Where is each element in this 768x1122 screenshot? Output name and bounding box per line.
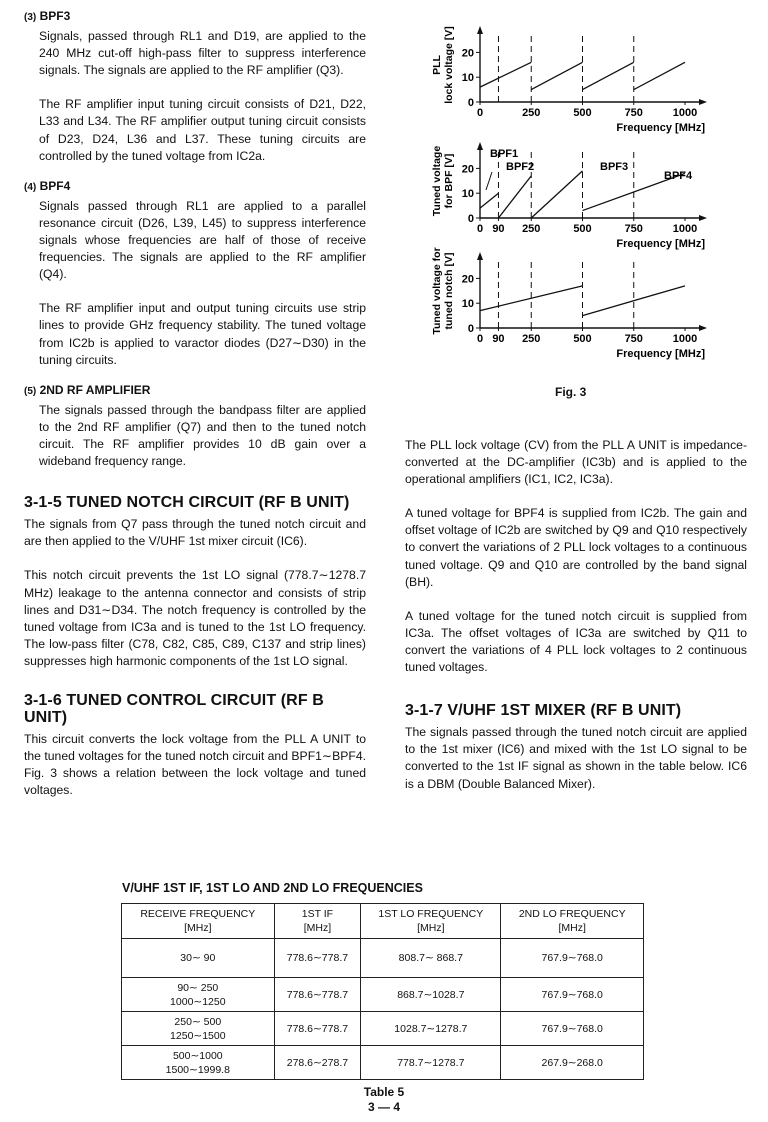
left-column xyxy=(24,8,366,800)
chart-panel-2 xyxy=(431,142,707,250)
chart-panel-3 xyxy=(431,247,707,360)
bpf4-paragraph-2: The RF amplifier input and output tuning circuits use strip lines to provide GHz frequency stability. The tuned voltage from IC2b is applied to varactor diodes (D27∼D30) in the tuning circuits. xyxy=(39,301,366,367)
x-tick-label: 250 xyxy=(522,223,541,235)
cell-receive: 30∼ 90 xyxy=(122,939,275,978)
table-caption: Table 5 xyxy=(363,1085,405,1099)
right-paragraph-3: A tuned voltage for the tuned notch circuit is supplied from IC3a. The offset voltages of IC3a are switched by Q11 to convert the variations of 4 PLL lock voltages to 2 continuous tuned voltages. xyxy=(405,608,747,675)
right-paragraph-2: A tuned voltage for BPF4 is supplied from IC2b. The gain and offset voltage of IC2b are switched by Q9 and Q10 respectively to convert the variations of 2 PLL lock voltages to a continuous tuned voltage. Q9 and Q10 are controlled by the band signal (BH). xyxy=(405,506,747,589)
x-tick-label: 750 xyxy=(624,223,643,235)
x-axis-arrow xyxy=(699,99,707,105)
s315-paragraph-1: The signals from Q7 pass through the tuned notch circuit and are then applied to the V/UHF 1st mixer circuit (IC6). xyxy=(24,517,366,549)
series-line-30-250 xyxy=(480,62,531,87)
right-paragraph-1: The PLL lock voltage (CV) from the PLL A UNIT is impedance-converted at the DC-amplifier (IC3b) and is applied to the operational amplifiers (IC1, IC2, IC3a). xyxy=(405,438,747,487)
y-axis-label xyxy=(431,247,455,334)
cell-1st-if: 778.6∼778.7 xyxy=(274,978,361,1012)
rf2-paragraph-1: The signals passed through the bandpass filter are applied to the 2nd RF amplifier (Q7) and then to the tuned notch circuit. The RF amplifier provides 10 dB gain over a wideband frequency range. xyxy=(39,402,366,469)
bpf4-paragraph-1: Signals passed through RL1 are applied to a parallel resonance circuit (D26, L39, L45) to suppress interference signals whose frequencies are half of those of receive frequencies. The signals are applied to the RF amplifier (Q4). xyxy=(39,198,366,282)
header-receive: RECEIVE FREQUENCY [MHz] xyxy=(122,904,275,939)
y-tick-label: 10 xyxy=(461,72,474,85)
bpf-arrow xyxy=(486,172,492,190)
cell-1st-if: 778.6∼778.7 xyxy=(274,1012,361,1046)
series-line-BPF1 xyxy=(480,193,498,208)
series-line-750-1000 xyxy=(634,62,685,89)
figure-caption: Fig. 3 xyxy=(555,385,587,399)
cell-1st-if: 778.6∼778.7 xyxy=(274,939,361,978)
series-label-BPF3: BPF3 xyxy=(600,161,629,173)
y-tick-label: 20 xyxy=(461,163,474,176)
header-1st-if: 1ST IF [MHz] xyxy=(274,904,361,939)
table-header-row xyxy=(122,904,644,939)
table-row xyxy=(122,978,644,1012)
cell-2nd-lo: 767.9∼768.0 xyxy=(501,978,644,1012)
y-tick-label: 0 xyxy=(467,213,474,225)
table-title: V/UHF 1ST IF, 1ST LO AND 2ND LO FREQUENCIES xyxy=(122,881,423,895)
y-axis-arrow xyxy=(477,26,483,34)
y-tick-label: 10 xyxy=(461,188,474,201)
x-tick-label: 500 xyxy=(573,107,592,119)
right-column xyxy=(405,437,747,793)
cell-2nd-lo: 267.9∼268.0 xyxy=(501,1046,644,1080)
x-tick-label: 500 xyxy=(573,333,592,345)
bpf3-paragraph-1: Signals, passed through RL1 and D19, are applied to the 240 MHz cut-off high-pass filter to suppress interference signals. The signals are applied to the RF amplifier (Q3). xyxy=(39,29,366,78)
y-tick-label: 20 xyxy=(461,273,474,286)
x-tick-label: 0 xyxy=(476,107,484,119)
series-line-250-500 xyxy=(531,62,582,89)
x-tick-label: 500 xyxy=(573,223,592,235)
cell-1st-if: 278.6∼278.7 xyxy=(274,1046,361,1080)
y-axis-label xyxy=(431,26,455,104)
cell-1st-lo: 778.7∼1278.7 xyxy=(361,1046,501,1080)
y-label-line: tuned notch [V] xyxy=(443,252,455,330)
cell-receive: 90∼ 250 1000∼1250 xyxy=(122,978,275,1012)
x-axis-arrow xyxy=(699,215,707,221)
s315-paragraph-2: This notch circuit prevents the 1st LO signal (778.7∼1278.7 MHz) leakage to the antenna connector and consists of strip lines and D31∼D34. The notch frequency is controlled by the tuned voltage from IC3a and is tuned to the 1st LO frequency. The low-pass filter (C78, C82, C85, C89, C137 and strip lines) suppresses high harmonic components of the 1st LO signal. xyxy=(24,568,366,668)
x-axis-label: Frequency [MHz] xyxy=(616,348,705,360)
header-1st-lo: 1ST LO FREQUENCY [MHz] xyxy=(361,904,501,939)
section-316-heading: 3-1-6 TUNED CONTROL CIRCUIT (RF B UNIT) xyxy=(24,692,324,727)
y-label-line: Tuned voltage for xyxy=(431,247,443,335)
x-axis-label: Frequency [MHz] xyxy=(616,238,705,250)
cell-1st-lo: 868.7∼1028.7 xyxy=(361,978,501,1012)
bpf4-heading: (4) BPF4 xyxy=(24,178,71,193)
x-tick-label: 0 xyxy=(476,223,484,235)
s316-paragraph-1: This circuit converts the lock voltage from the PLL A UNIT to the tuned voltages for the tuned notch circuit and BPF1∼BPF4. Fig. 3 shows a relation between the lock voltage and tuned voltages. xyxy=(24,732,366,798)
chart-panel-1 xyxy=(431,26,707,134)
x-tick-label: 750 xyxy=(624,333,643,345)
x-tick-label: 750 xyxy=(624,107,643,119)
y-tick-label: 0 xyxy=(467,97,474,109)
table-row xyxy=(122,1012,644,1046)
bpf3-paragraph-2: The RF amplifier input tuning circuit consists of D21, D22, L33 and L34. The RF amplifier output tuning circuit consists of D23, D24, L36 and L37. These tuning circuits are controlled by the tuned voltage from IC2a. xyxy=(39,97,366,163)
section-315-heading: 3-1-5 TUNED NOTCH CIRCUIT (RF B UNIT) xyxy=(24,494,350,512)
cell-2nd-lo: 767.9∼768.0 xyxy=(501,939,644,978)
fig3-charts xyxy=(420,14,720,366)
x-tick-label: 250 xyxy=(522,333,541,345)
x-tick-label: 0 xyxy=(476,333,484,345)
series-line-BPF3 xyxy=(531,171,582,218)
y-axis-arrow xyxy=(477,142,483,150)
header-2nd-lo: 2ND LO FREQUENCY [MHz] xyxy=(501,904,644,939)
y-label-line: for BPF [V] xyxy=(443,153,455,209)
s317-paragraph-1: The signals passed through the tuned notch circuit are applied to the 1st mixer (IC6) and mixed with the 1st LO signal to be converted to the 1st IF signal as shown in the table below. IC6 is a DBM (Double Balanced Mixer). xyxy=(405,725,747,791)
y-tick-label: 20 xyxy=(461,47,474,60)
series-line-500-750 xyxy=(583,62,634,89)
cell-1st-lo: 1028.7∼1278.7 xyxy=(361,1012,501,1046)
y-label-line: Tuned voltage xyxy=(431,145,443,217)
page-number: 3 — 4 xyxy=(367,1100,400,1114)
table-row xyxy=(122,1046,644,1080)
x-tick-label: 1000 xyxy=(672,333,698,345)
series-line-high xyxy=(583,286,686,316)
x-tick-label: 90 xyxy=(492,223,505,235)
series-label-BPF1: BPF1 xyxy=(490,148,519,160)
y-tick-label: 10 xyxy=(461,298,474,311)
table-row xyxy=(122,939,644,978)
y-label-line: lock voltage [V] xyxy=(443,26,455,104)
y-tick-label: 0 xyxy=(467,323,474,335)
x-axis-arrow xyxy=(699,325,707,331)
y-label-line: PLL xyxy=(431,55,443,75)
x-axis-label: Frequency [MHz] xyxy=(616,122,705,134)
cell-receive: 500∼1000 1500∼1999.8 xyxy=(122,1046,275,1080)
x-tick-label: 90 xyxy=(492,333,505,345)
y-axis-arrow xyxy=(477,252,483,260)
series-line-BPF2 xyxy=(498,176,531,218)
x-tick-label: 1000 xyxy=(672,223,698,235)
x-tick-label: 1000 xyxy=(672,107,698,119)
section-317-heading: 3-1-7 V/UHF 1ST MIXER (RF B UNIT) xyxy=(405,702,682,720)
x-tick-label: 250 xyxy=(522,107,541,119)
cell-2nd-lo: 767.9∼768.0 xyxy=(501,1012,644,1046)
y-axis-label xyxy=(431,146,455,217)
series-label-BPF4: BPF4 xyxy=(664,170,693,182)
frequency-table xyxy=(121,903,644,1080)
series-label-BPF2: BPF2 xyxy=(506,161,535,173)
cell-receive: 250∼ 500 1250∼1500 xyxy=(122,1012,275,1046)
cell-1st-lo: 808.7∼ 868.7 xyxy=(361,939,501,978)
rf2-heading: (5) 2ND RF AMPLIFIER xyxy=(24,382,151,397)
bpf3-heading: (3) BPF3 xyxy=(24,9,71,23)
